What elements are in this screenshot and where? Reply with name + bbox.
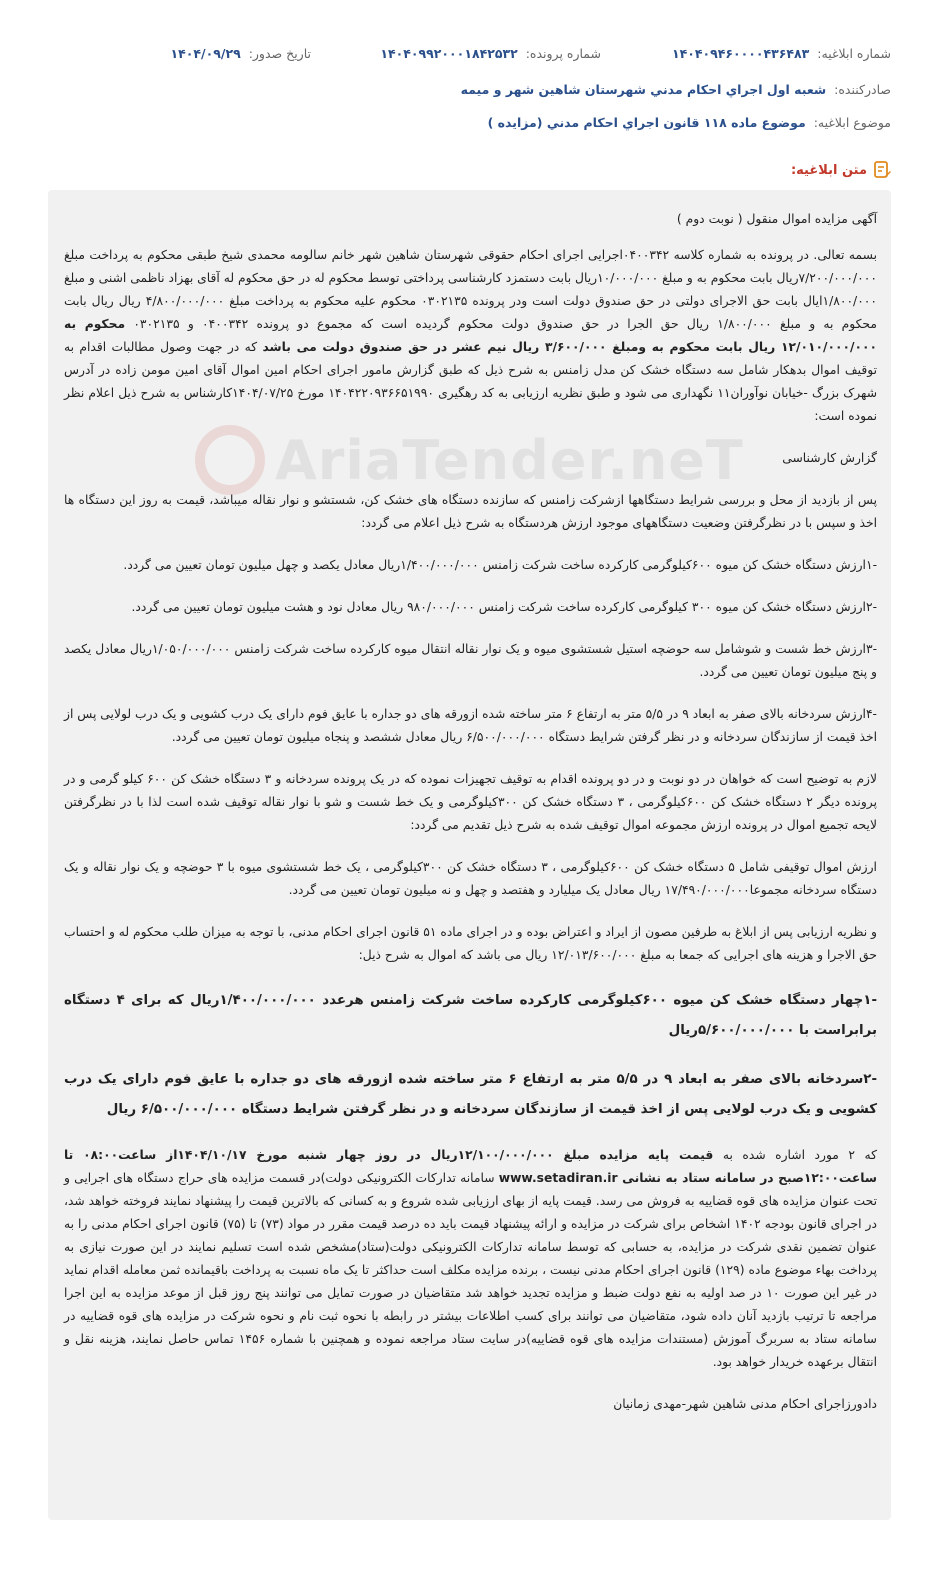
auction-item-1: -۱چهار دستگاه خشک کن میوه ۶۰۰کیلوگرمی کارکرده ساخت شرکت زامنس هرعدد ۱/۴۰۰/۰۰۰/۰۰۰ریال که برای ۴ دستگاه برابراست با ۵/۶۰۰/۰۰۰/۰۰۰ریال (64, 993, 877, 1038)
document-edit-icon (873, 160, 891, 180)
subject-label: موضوع ابلاغیه: (813, 115, 891, 130)
valuation-item-2: -۲ارزش دستگاه خشک کن میوه ۳۰۰ کیلوگرمی کارکرده ساخت شرکت زامنس ۹۸۰/۰۰۰/۰۰۰ ریال معادل نود و هشت میلیون تومان تعیین می گردد. (131, 600, 877, 614)
file-number-value: ۱۴۰۴۰۹۹۲۰۰۰۱۸۴۲۵۳۲ (380, 46, 518, 61)
issuer (461, 82, 891, 97)
paragraph-total-value: ارزش اموال توقیفی شامل ۵ دستگاه خشک کن ۶۰۰کیلوگرمی ، ۳ دستگاه خشک کن ۳۰۰کیلوگرمی ، یک خط شستشوی میوه با ۳ حوضچه و یک نوار نقاله و یک دستگاه سردخانه مجموعا۱۷/۴۹۰/۰۰۰/۰۰۰ ریال معادل یک میلیارد و هفتصد و چهل و نه میلیون تومان تعیین می گردد. (64, 860, 877, 897)
valuation-item-3: -۳ارزش خط شست و شوشامل سه حوضچه استیل شستشوی میوه و یک نوار نقاله انتقال میوه کارکرده ساخت شرکت زامنس ۱/۰۵۰/۰۰۰/۰۰۰ریال معادل یکصد و پنج میلیون تومان تعیین می گردد. (64, 642, 877, 679)
notice-text-heading (791, 160, 891, 180)
intro-bold-amount: محکوم به ۱۲/۰۱۰/۰۰۰/۰۰۰ ریال بابت محکوم به ومبلغ ۳/۶۰۰/۰۰۰ ریال نیم عشر در حق صندوق دولت می باشد (64, 317, 877, 354)
file-number (380, 46, 601, 61)
valuation-item-1: -۱ارزش دستگاه خشک کن میوه ۶۰۰کیلوگرمی کارکرده ساخت شرکت زامنس ۱/۴۰۰/۰۰۰/۰۰۰ریال معادل یکصد و چهل میلیون تومان تعیین می گردد. (123, 558, 877, 572)
report-heading: گزارش کارشناسی (782, 451, 877, 465)
subject (488, 115, 891, 130)
notice-number-value: ۱۴۰۴۰۹۴۶۰۰۰۰۴۳۶۴۸۳ (671, 46, 810, 61)
valuation-item-4: -۴ارزش سردخانه بالای صفر به ابعاد ۹ در ۵/۵ متر به ارتفاع ۶ متر ساخته شده ازورقه های دو جداره با عایق فوم دارای یک درب کشویی و یک درب لولایی پس از اخذ قیمت از سازندگان سردخانه و در نظر گرفتن شرایط دستگاه ۶/۵۰۰/۰۰۰/۰۰۰ ریال معادل ششصد و پنجاه میلیون تومان تعیین می گردد. (64, 707, 877, 744)
file-number-label: شماره پرونده: (525, 46, 601, 61)
paragraph-appraisal: و نظریه ارزیابی پس از ابلاغ به طرفین مصون از ایراد و اعتراض بوده و در اجرای ماده ۵۱ قانون اجرای احکام مدنی، با توجه به میزان طلب محکوم له و احتساب حق الاجرا و هزینه های اجرایی که جمعا به مبلغ ۱۲/۰۱۳/۶۰۰/۰۰۰ ریال می باشد که اموال به شرح ذیل: (64, 925, 877, 962)
auction-base-price: قیمت پایه مزایده مبلغ ۱۲/۱۰۰/۰۰۰/۰۰۰ریال در روز چهار شنبه مورخ ۱۴۰۴/۱۰/۱۷از ساعت۰۸:۰۰ تا ساعت۱۲:۰۰صبح در سامانه ستاد به نشانی www.setadiran.ir (64, 1148, 878, 1185)
notice-text-label: متن ابلاغیه: (790, 162, 867, 178)
intro-text: بسمه تعالی. در پرونده به شماره کلاسه ۰۴۰۰۳۴۲اجرایی اجرای احکام حقوقی شهرستان شاهین شهر خانم سالومه محمدی شیخ طبقی محکوم به پرداخت مبلغ ۷/۲۰۰/۰۰۰/۰۰۰ریال بابت محکوم به و مبلغ ۱۰/۰۰۰/۰۰۰ریال بابت دستمزد کارشناسی پرداختی توسط محکوم له در حق محکوم له آقای بهزاد ناظمی اشنی و مبلغ ۱/۸۰۰/۰۰۰ایال بابت حق الاجرای دولتی در حق صندوق دولت است ودر پرونده ۰۳۰۲۱۳۵ محکوم علیه محکوم به پرداخت مبلغ ۴/۸۰۰/۰۰۰/۰۰۰ ریال ریال بابت محکوم به و مبلغ ۱/۸۰۰/۰۰۰ ریال حق الجرا در حق صندوق دولت محکوم گردیده است که مجموع دو پرونده ۰۴۰۰۳۴۲ و ۰۳۰۲۱۳۵ (64, 248, 878, 331)
issue-date-value: ۱۴۰۴/۰۹/۲۹ (170, 46, 241, 61)
auction-terms-lead: که ۲ مورد اشاره شده به (713, 1148, 878, 1162)
subject-value: موضوع ماده ۱۱۸ قانون اجراي احكام مدني (مزايده ) (487, 115, 806, 130)
auction-item-2: -۲سردخانه بالای صفر به ابعاد ۹ در ۵/۵ متر به ارتفاع ۶ متر ساخته شده ازورقه های دو جداره با عایق فوم دارای یک درب کشویی و یک درب لولایی پس از اخذ قیمت از سازندگان سردخانه و در نظر گرفتن شرایط دستگاه ۶/۵۰۰/۰۰۰/۰۰۰ ریال (64, 1072, 877, 1117)
auction-terms-text: سامانه تدارکات الکترونیکی دولت)در قسمت مزایده های حراج دستگاه های اجرایی و تحت عنوان مزایده های قوه قضاییه به فروش می رسد. قیمت پایه از بهای ارزیابی شده شروع و به کسانی که بالاترین قیمت را پیشنهاد نمایند فروخته خواهد شد، در اجرای قانون بودجه ۱۴۰۲ اشخاص برای شرکت در مزایده و ارائه پیشنهاد قیمت باید ده درصد قیمت مقرر در مواد (۷۳) تا (۷۵) قانون اجرای احکام مدنی را به عنوان تضمین نقدی شرکت در مزایده، به حسابی که توسط سامانه تدارکات الکترونیکی دولت(ستاد)مشخص شده است تسلیم نمایند در این صورت نیازی به پرداخت بهاء موضوع ماده (۱۲۹) قانون اجرای احکام مدنی نیست ، برنده مزایده مکلف است حداکثر تا یک ماه نسبت به پرداخت باقیمانده ثمن معامله اقدام نماید در غیر این صورت ۱۰ در صد اولیه به نفع دولت ضبط و مزایده تجدید خواهد شد متقاضیان در صورت تمایل می توانند پنج روز قبل از موعد مزایده به این اجرا مراجعه تا ترتیب بازدید آنان داده شود، متقاضیان می توانند برای کسب اطلاعات بیشتر در رابطه با نحوه ثبت نام و نحوه شرکت در مزایده های قوه قضاییه در سامانه ستاد به سربرگ آموزش (مستندات مزایده های قوه قضاییه)در سایت ستاد مراجعه نموده و همچنین با شماره ۱۴۵۶ تماس حاصل نمایند، هزینه نقل و انتقال برعهده خریدار خواهد بود. (64, 1171, 877, 1369)
notice-number (672, 46, 891, 61)
paragraph-intro (64, 244, 877, 428)
issue-date-label: تاریخ صدور: (248, 46, 311, 61)
issuer-label: صادرکننده: (834, 82, 891, 97)
paragraph-report: پس از بازدید از محل و بررسی شرایط دستگاهها ازشرکت زامنس که سازنده دستگاه های خشک کن، شستشو و نوار نقاله میباشد، قیمت به روز این دستگاه ها اخذ و سپس با در نظرگرفتن وضعیت دستگاههای موجود ارزش هردستگاه به شرح ذیل اعلام می گردد: (64, 493, 877, 530)
issuer-value: شعبه اول اجراي احكام مدني شهرستان شاهين شهر و ميمه (460, 82, 827, 97)
intro-text-cont: که در جهت وصول مطالبات اقدام به توقیف اموال بدهکار شامل سه دستگاه خشک کن مدل زامنس به شرح ذیل که طبق گزارش مامور اجرای احکام امین اموال آقای امین مومن زاده در آدرس شهرک بزرگ -خیابان نوآوران۱۱ نگهداری می شود و طبق نظریه ارزیابی به کد رهگیری ۱۴۰۴۲۲۰۹۳۶۶۵۱۹۹۰ مورخ ۱۴۰۴/۰۷/۲۵کارشناس به شرح ذیل اعلام نظر نموده است: (64, 340, 878, 423)
paragraph-auction-terms (64, 1144, 877, 1374)
notice-title: آگهی مزایده اموال منقول ( نوبت دوم ) (676, 212, 877, 226)
notice-body (48, 190, 891, 1520)
notice-number-label: شماره ابلاغیه: (817, 46, 891, 61)
paragraph-explanation: لازم به توضیح است که خواهان در دو نوبت و در دو پرونده اقدام به توقیف تجهیزات نموده که در یک پرونده سردخانه و ۳ دستگاه خشک کن ۶۰۰ کیلو گرمی و در پرونده دیگر ۲ دستگاه خشک کن ۶۰۰کیلوگرمی ، ۳ دستگاه خشک کن ۳۰۰کیلوگرمی و یک خط شست و شو با نوار نقاله توقیف شده است لذا با در نظرگرفتن لایحه تجمیع اموال در پرونده ارزش مجموعه اموال توقیف شده به شرح ذیل تقدیم می گردد: (64, 772, 878, 832)
issue-date (171, 46, 311, 61)
signature: دادورزاجرای احکام مدنی شاهین شهر-مهدی زمانیان (613, 1397, 877, 1411)
